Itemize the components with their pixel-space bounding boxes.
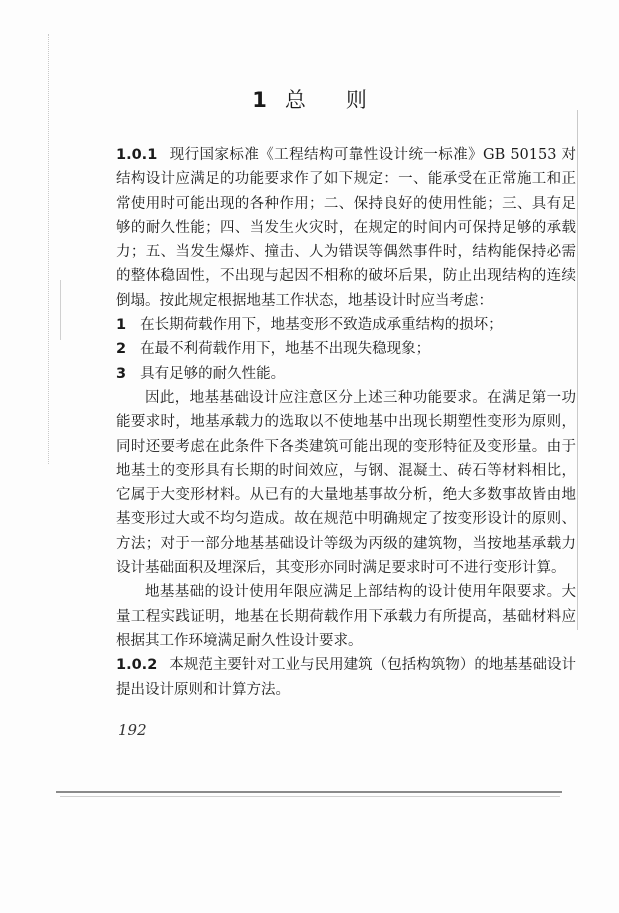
list-item xyxy=(116,313,576,337)
list-item-text: 在长期荷载作用下，地基变形不致造成承重结构的损坏； xyxy=(140,317,503,334)
chapter-title-word-1: 总 xyxy=(284,88,306,112)
paragraph: 因此，地基基础设计应注意区分上述三种功能要求。在满足第一功能要求时，地基承载力的选取以不使地基中出现长期塑性变形为原则，同时还要考虑在此条件下各类建筑可能出现的变形特征及变形量。由于地基土的变形具有长期的时间效应，与钢、混凝土、砖石等材料相比，它属于大变形材料。从已有的大量地基事故分析，绝大多数事故皆由地基变形过大或不均匀造成。故在规范中明确规定了按变形设计的原则、方法；对于一部分地基基础设计等级为丙级的建筑物，当按地基承载力设计基础面积及埋深后，其变形亦同时满足要求时可不进行变形计算。 xyxy=(116,389,576,577)
list-item xyxy=(116,337,576,361)
list-item-number: 3 xyxy=(116,365,127,382)
list-item-number: 1 xyxy=(116,317,127,334)
scan-artifact-left-2 xyxy=(60,280,61,340)
bottom-rule xyxy=(56,791,562,793)
clause-number: 1.0.1 xyxy=(116,147,158,163)
bottom-rule-shadow xyxy=(60,796,560,797)
clause-number: 1.0.2 xyxy=(116,657,158,674)
clause-1-0-1 xyxy=(116,143,576,313)
list-item xyxy=(116,362,576,386)
body-text xyxy=(116,143,576,702)
list-item-number: 2 xyxy=(116,341,127,358)
clause-text: 本规范主要针对工业与民用建筑（包括构筑物）的地基基础设计提出设计原则和计算方法。 xyxy=(116,657,576,698)
list-item-text: 具有足够的耐久性能。 xyxy=(140,365,286,382)
list-item-text: 在最不利荷载作用下，地基不出现失稳现象； xyxy=(140,341,431,358)
paragraph: 地基基础的设计使用年限应满足上部结构的设计使用年限要求。大量工程实践证明，地基在长期荷载作用下承载力有所提高，基础材料应根据其工作环境满足耐久性设计要求。 xyxy=(116,584,576,649)
clause-text: 现行国家标准《工程结构可靠性设计统一标准》GB 50153 对结构设计应满足的功能要求作了如下规定：一、能承受在正常施工和正常使用时可能出现的各种作用；二、保持良好的使用性能；三、具有足够的耐久性能；四、当发生火灾时，在规定的时间内可保持足够的承载力；五、当发生爆炸、撞击、人为错误等偶然事件时，结构能保持必需的整体稳固性，不出现与起因不相称的破坏后果，防止出现结构的连续倒塌。按此规定根据地基工作状态，地基设计时应当考虑： xyxy=(116,147,576,309)
chapter-title xyxy=(0,84,619,114)
chapter-title-word-2: 则 xyxy=(345,88,367,112)
page-number: 192 xyxy=(118,721,147,739)
clause-1-0-2 xyxy=(116,653,576,702)
scan-artifact-right xyxy=(577,110,578,630)
chapter-number: 1 xyxy=(252,88,267,112)
